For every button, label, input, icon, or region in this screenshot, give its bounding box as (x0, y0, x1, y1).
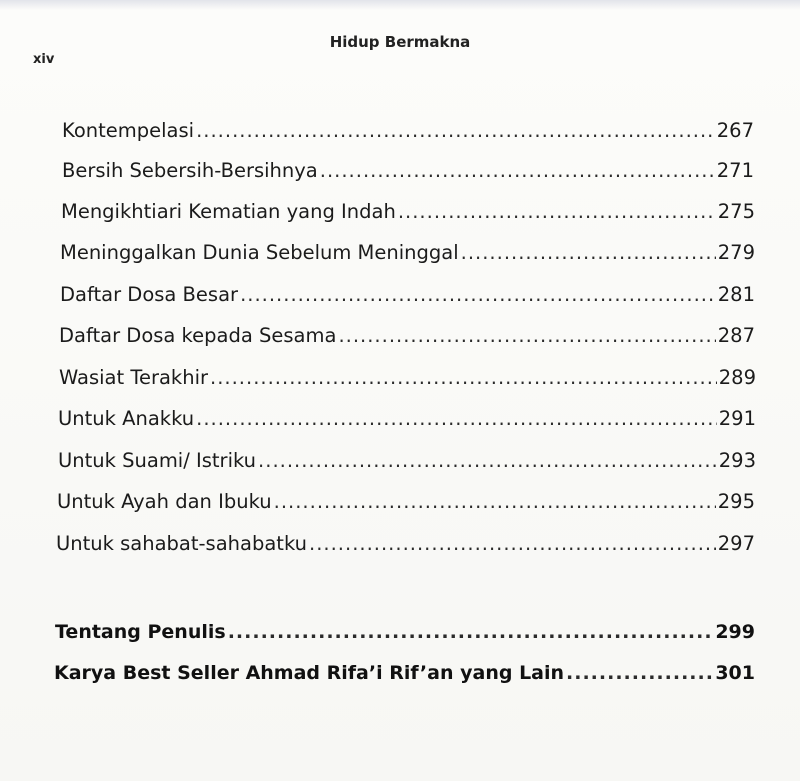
toc-entry-title: Bersih Sebersih-Bersihnya (62, 159, 318, 182)
toc-dot-leader (258, 448, 717, 474)
toc-entry-page: 289 (718, 366, 756, 389)
toc-entry (59, 365, 756, 391)
toc-entry (56, 531, 755, 557)
toc-entry-page: 279 (717, 241, 755, 264)
toc-entry (61, 199, 755, 225)
toc-entry-title: Mengikhtiari Kematian yang Indah (61, 200, 396, 223)
page-number: xiv (33, 52, 55, 67)
toc-entry-page: 267 (716, 119, 754, 142)
toc-entry-author (55, 619, 755, 645)
toc-entry-title: Karya Best Seller Ahmad Rifa’i Rif’an yang Lain (54, 662, 565, 684)
page-top-edge (0, 0, 800, 10)
toc-entry-page: 275 (717, 200, 755, 223)
running-title: Hidup Bermakna (329, 33, 471, 51)
toc-dot-leader (196, 406, 717, 432)
toc-entry-title: Meninggalkan Dunia Sebelum Meninggal (60, 241, 459, 264)
toc-dot-leader (338, 323, 715, 349)
toc-dot-leader (240, 282, 716, 308)
toc-dot-leader (210, 365, 717, 391)
toc-entry-title: Wasiat Terakhir (59, 366, 209, 389)
toc-dot-leader (228, 619, 714, 645)
toc-entry (57, 489, 755, 515)
toc-dot-leader (398, 199, 716, 225)
toc-dot-leader (461, 240, 716, 266)
toc-entry (59, 323, 755, 349)
toc-entry (62, 118, 754, 144)
toc-entry-page: 271 (716, 159, 754, 182)
toc-entry-title: Untuk Anakku (58, 407, 195, 430)
toc-entry-title: Daftar Dosa kepada Sesama (59, 324, 337, 347)
toc-entry-other-works (54, 660, 755, 686)
toc-dot-leader (320, 158, 715, 184)
toc-dot-leader (196, 118, 715, 144)
toc-entry-page: 281 (717, 283, 755, 306)
toc-entry-title: Tentang Penulis (55, 621, 226, 643)
toc-entry (58, 406, 756, 432)
toc-entry-title: Untuk sahabat-sahabatku (56, 532, 307, 555)
toc-entry (60, 282, 755, 308)
toc-dot-leader (566, 660, 713, 686)
toc-entry-page: 299 (715, 621, 755, 643)
toc-entry-page: 293 (718, 449, 756, 472)
toc-entry (58, 448, 756, 474)
toc-dot-leader (309, 531, 716, 557)
toc-dot-leader (274, 489, 716, 515)
toc-entry (60, 240, 755, 266)
toc-entry (62, 158, 754, 184)
toc-entry-page: 291 (718, 407, 756, 430)
toc-entry-page: 295 (717, 490, 755, 513)
toc-entry-title: Daftar Dosa Besar (60, 283, 239, 306)
toc-entry-page: 301 (715, 662, 755, 684)
toc-entry-page: 287 (717, 324, 755, 347)
toc-entry-title: Kontempelasi (62, 119, 195, 142)
toc-entry-title: Untuk Suami/ Istriku (58, 449, 257, 472)
toc-entry-page: 297 (717, 532, 755, 555)
toc-entry-title: Untuk Ayah dan Ibuku (57, 490, 272, 513)
